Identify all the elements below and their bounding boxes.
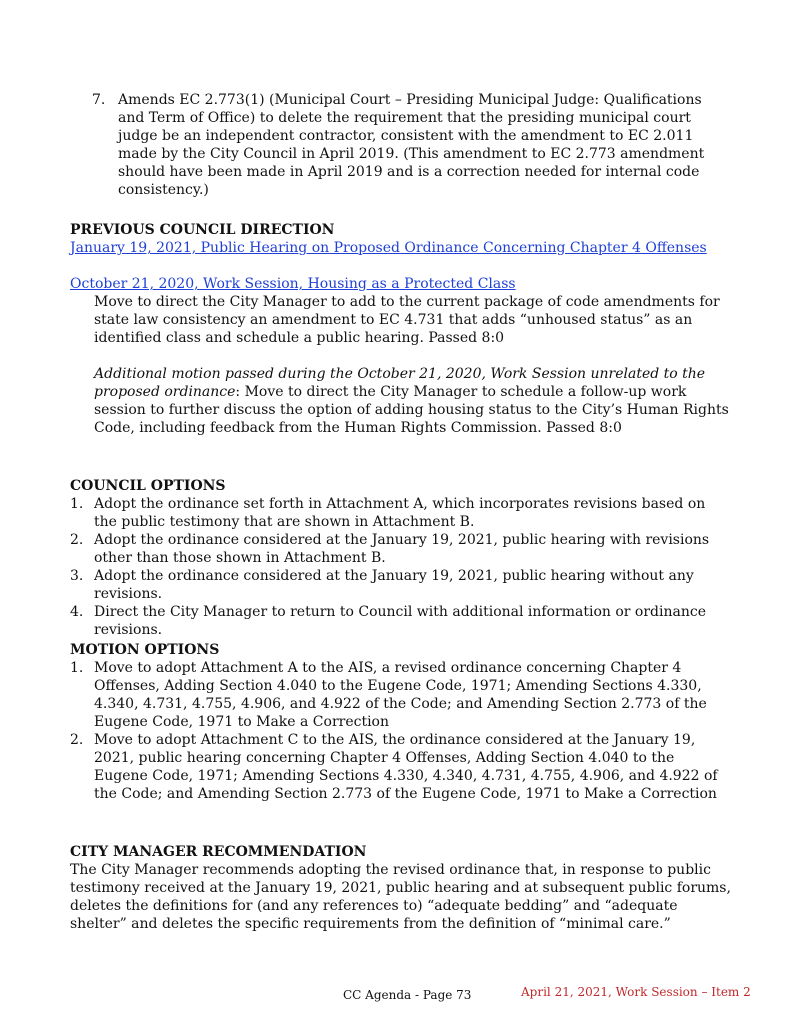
additional-motion-paragraph	[94, 365, 732, 437]
recommendation-section	[70, 843, 732, 933]
option-text: Direct the City Manager to return to Council with additional information or ordinance revisions.	[94, 604, 706, 638]
council-option-item	[70, 603, 732, 639]
option-number: 1.	[70, 496, 84, 512]
october-session-link[interactable]: October 21, 2020, Work Session, Housing as a Protected Class	[70, 276, 516, 292]
motion-option-item	[70, 731, 732, 803]
footer-page-label: CC Agenda - Page 73	[343, 988, 472, 1002]
option-number: 3.	[70, 568, 84, 584]
recommendation-text: The City Manager recommends adopting the revised ordinance that, in response to public testimony received at the January 19, 2021, public hearing and at subsequent public forums, deletes the definitions for (and any references to) “adequate bedding” and “adequate shelter” and deletes the specific requirements from the definition of “minimal care.”	[70, 862, 731, 932]
previous-direction-section	[70, 221, 732, 257]
option-number: 4.	[70, 604, 84, 620]
option-text: Move to adopt Attachment C to the AIS, the ordinance considered at the January 19, 2021, public hearing concerning Chapter 4 Offenses, Adding Section 4.040 to the Eugene Code, 1971; Amending Sections 4.330, 4.340, 4.731, 4.755, 4.906, and 4.922 of the Code; and Amending Section 2.773 of the Eugene Code, 1971 to Make a Correction	[94, 732, 718, 802]
motion-options-section	[70, 641, 732, 803]
motion-options-list	[70, 659, 732, 803]
amendment-7-number: 7.	[92, 92, 106, 108]
additional-motion-text: : Move to direct the City Manager to schedule a follow-up work session to further discuss the option of adding housing status to the City’s Human Rights Code, including feedback from the Human Rights Commission. Passed 8:0	[94, 384, 729, 436]
council-option-item	[70, 531, 732, 567]
amendment-7-text: Amends EC 2.773(1) (Municipal Court – Presiding Municipal Judge: Qualifications and Term of Office) to delete the requirement that the presiding municipal court judge be an independent contractor, consistent with the amendment to EC 2.011 made by the City Council in April 2019. (This amendment to EC 2.773 amendment should have been made in April 2019 and is a correction needed for internal code consistency.)	[118, 92, 705, 198]
council-option-item	[70, 495, 732, 531]
council-option-item	[70, 567, 732, 603]
amendment-7-item	[92, 91, 732, 199]
option-text: Adopt the ordinance considered at the January 19, 2021, public hearing with revisions other than those shown in Attachment B.	[94, 532, 710, 566]
motion-options-heading: MOTION OPTIONS	[70, 642, 220, 658]
october-session-block	[70, 275, 732, 437]
previous-direction-heading: PREVIOUS COUNCIL DIRECTION	[70, 222, 335, 238]
option-number: 2.	[70, 732, 84, 748]
council-options-section	[70, 477, 732, 639]
footer-item-label: April 21, 2021, Work Session – Item 2	[521, 985, 751, 999]
option-number: 1.	[70, 660, 84, 676]
option-text: Adopt the ordinance set forth in Attachment A, which incorporates revisions based on the public testimony that are shown in Attachment B.	[94, 496, 706, 530]
additional-motion-italic: Additional motion passed during the October 21, 2020, Work Session unrelated to the proposed ordinance	[94, 366, 706, 400]
council-options-heading: COUNCIL OPTIONS	[70, 478, 226, 494]
motion-option-item	[70, 659, 732, 731]
option-text: Move to adopt Attachment A to the AIS, a revised ordinance concerning Chapter 4 Offenses, Adding Section 4.040 to the Eugene Code, 1971; Amending Sections 4.330, 4.340, 4.731, 4.755, 4.906, and 4.922 of the Code; and Amending Section 2.773 of the Eugene Code, 1971 to Make a Correction	[94, 660, 707, 730]
january-hearing-link[interactable]: January 19, 2021, Public Hearing on Proposed Ordinance Concerning Chapter 4 Offenses	[70, 240, 707, 256]
recommendation-heading: CITY MANAGER RECOMMENDATION	[70, 844, 367, 860]
option-text: Adopt the ordinance considered at the January 19, 2021, public hearing without any revisions.	[94, 568, 694, 602]
council-options-list	[70, 495, 732, 639]
option-number: 2.	[70, 532, 84, 548]
october-motion-text: Move to direct the City Manager to add to the current package of code amendments for state law consistency an amendment to EC 4.731 that adds “unhoused status” as an identified class and schedule a public hearing. Passed 8:0	[94, 294, 720, 346]
